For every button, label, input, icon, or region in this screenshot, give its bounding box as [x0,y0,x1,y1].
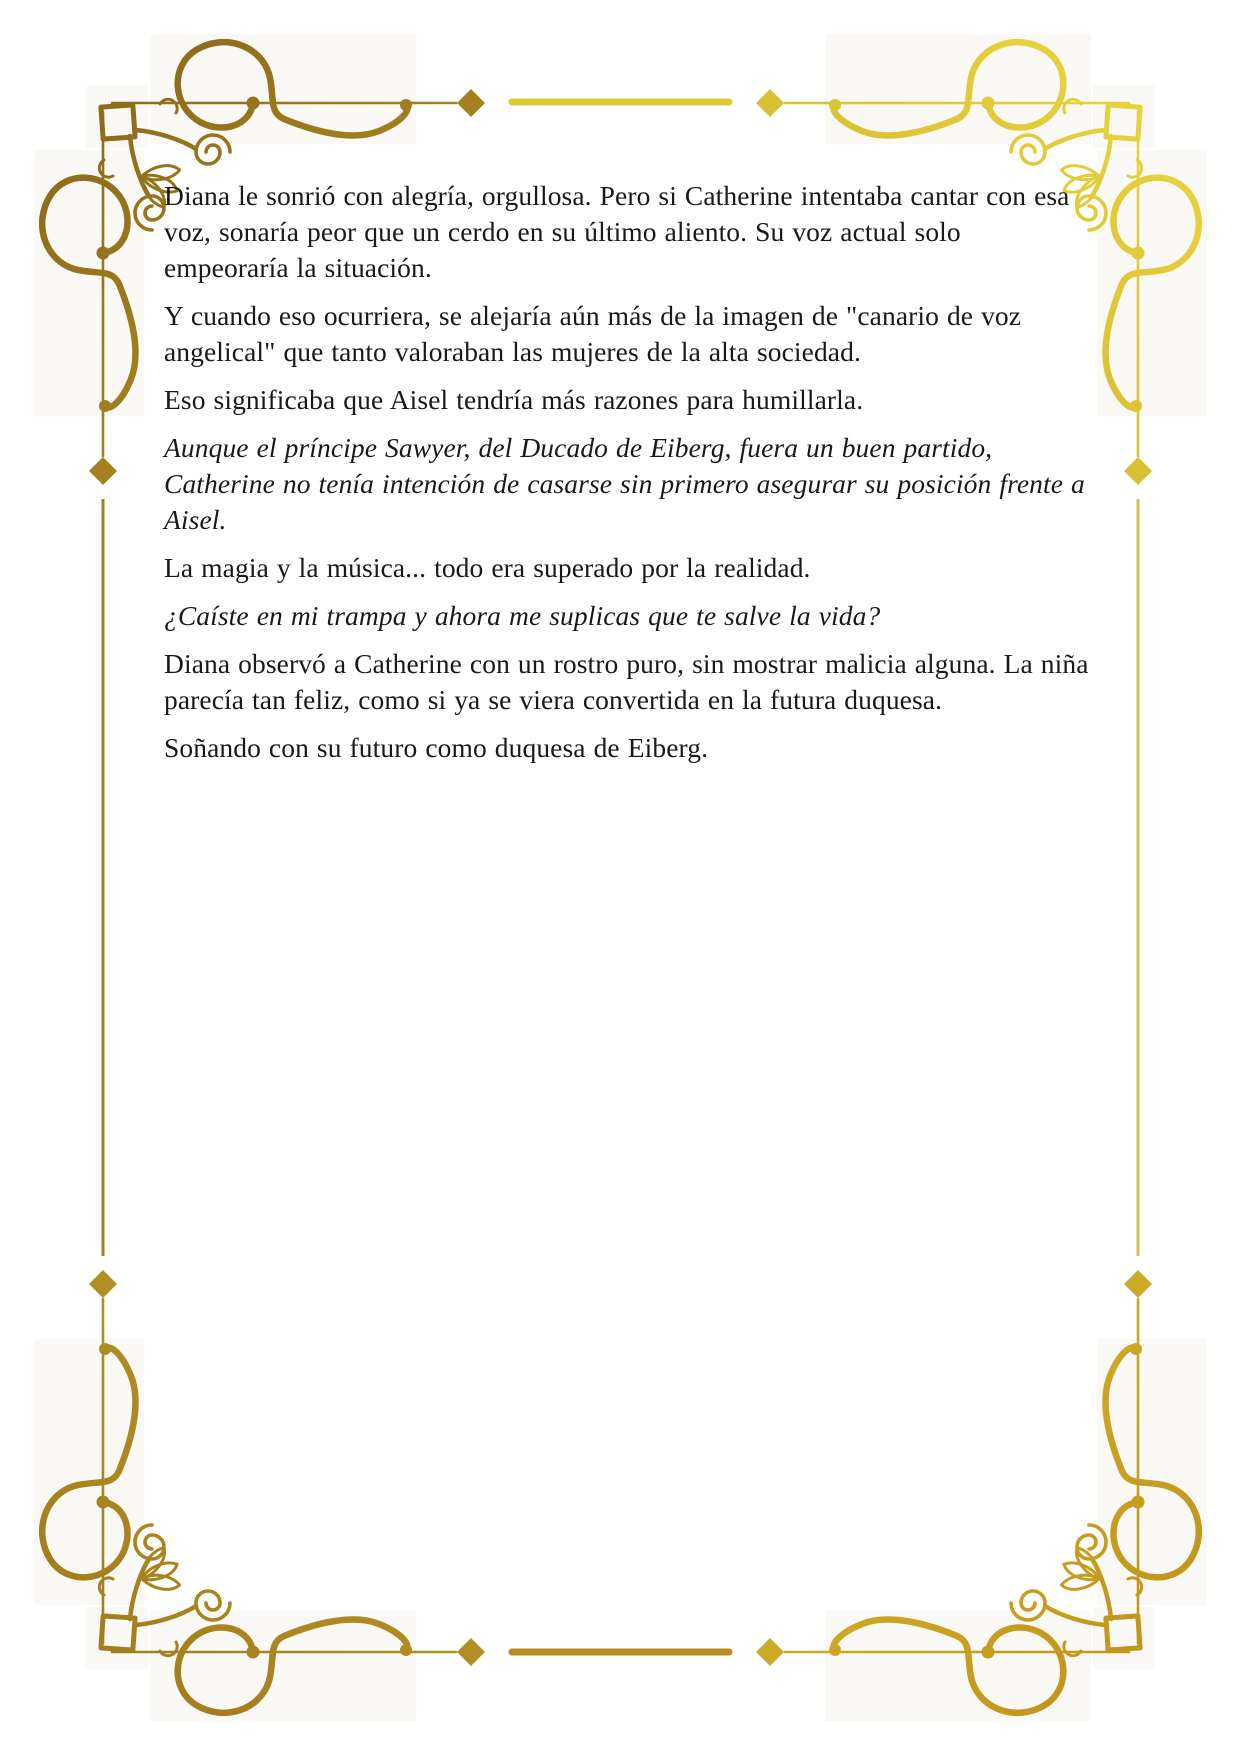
paragraph-4: Aunque el príncipe Sawyer, del Ducado de Eiberg, fuera un buen partido, Catherine no tenía intención de casarse sin primero asegurar su posición frente a Aisel. [164,432,1085,535]
text-content [164,178,1092,778]
paragraph-2: Y cuando eso ocurriera, se alejaría aún más de la imagen de "canario de voz angelical" que tanto valoraban las mujeres de la alta sociedad. [164,300,1022,367]
corner-flourish-bottom-right [756,1270,1207,1721]
paragraph-7: Diana observó a Catherine con un rostro puro, sin mostrar malicia alguna. La niña parecía tan feliz, como si ya se viera convertida en la futura duquesa. [164,648,1089,715]
paragraph-8: Soñando con su futuro como duquesa de Eiberg. [164,732,709,763]
paragraph-1: Diana le sonrió con alegría, orgullosa. Pero si Catherine intentaba cantar con esa voz, sonaría peor que un cerdo en su último aliento. Su voz actual solo empeoraría la situación. [164,180,1070,283]
paragraph-5: La magia y la música... todo era superado por la realidad. [164,552,811,583]
paragraph-3: Eso significaba que Aisel tendría más razones para humillarla. [164,384,864,415]
corner-flourish-bottom-left [34,1270,485,1721]
paragraph-6: ¿Caíste en mi trampa y ahora me suplicas que te salve la vida? [164,600,881,631]
